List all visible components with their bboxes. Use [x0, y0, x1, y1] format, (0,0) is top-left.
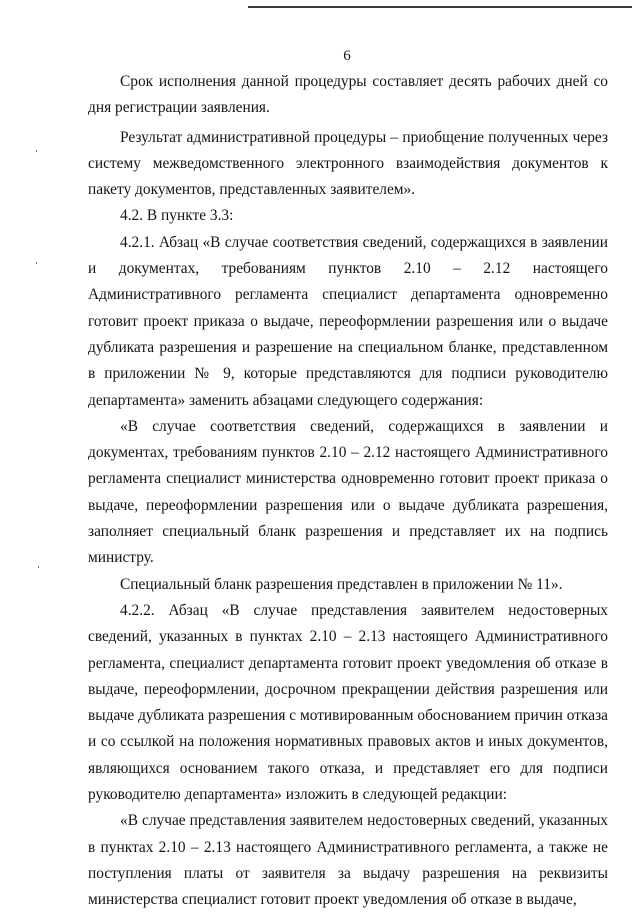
paragraph: 4.2.1. Абзац «В случае соответствия сведений, содержащихся в заявлении и документах, требованиям пунктов 2.10 – 2.12 настоящего Административного регламента специалист департамента одновременно готовит проект приказа о выдаче, переоформлении разрешения или о выдаче дубликата разрешения и разрешение на специальном бланке, представленном в приложении № 9, которые представляются для подписи руководителю департамента» заменить абзацами следующего содержания: — [88, 233, 608, 409]
paragraph: 4.2.2. Абзац «В случае представления заявителем недостоверных сведений, указанных в пунктах 2.10 – 2.13 настоящего Административного регламента, специалист департамента готовит проект уведомления об отказе в выдаче, переоформлении, досрочном прекращении действия разрешения или выдаче дубликата разрешения с мотивированным обоснованием причин отказа и со ссылкой на положения нормативных правовых актов и иных документов, являющихся основанием такого отказа, и представляет его для подписи руководителю департамента» изложить в следующей редакции: — [88, 601, 608, 804]
paragraph: Специальный бланк разрешения представлен в приложении № 11». — [120, 575, 563, 593]
scan-speck — [36, 150, 37, 152]
paragraph: 4.2. В пункте 3.3: — [120, 207, 234, 225]
scan-speck — [38, 566, 39, 568]
scan-border-line — [248, 6, 632, 8]
paragraph: «В случае представления заявителем недостоверных сведений, указанных в пунктах 2.10 – 2.13 настоящего Административного регламента, а также не поступления платы от заявителя за выдачу разрешения на реквизиты министерства специалист готовит проект уведомления об отказе в выдаче, — [88, 812, 608, 909]
document-body — [88, 69, 608, 914]
scan-speck — [36, 262, 37, 264]
paragraph: «В случае соответствия сведений, содержащихся в заявлении и документах, требованиям пунктов 2.10 – 2.12 настоящего Административного регламента специалист министерства одновременно готовит проект приказа о выдаче, переоформлении разрешения или о выдаче дубликата разрешения, заполняет специальный бланк разрешения и представляет их на подпись министру. — [88, 417, 608, 567]
paragraph: Срок исполнения данной процедуры составляет десять рабочих дней со дня регистрации заявления. — [88, 73, 608, 117]
paragraph: Результат административной процедуры – приобщение полученных через систему межведомственного электронного взаимодействия документов к пакету документов, представленных заявителем». — [88, 128, 608, 199]
page-number: 6 — [343, 48, 351, 64]
